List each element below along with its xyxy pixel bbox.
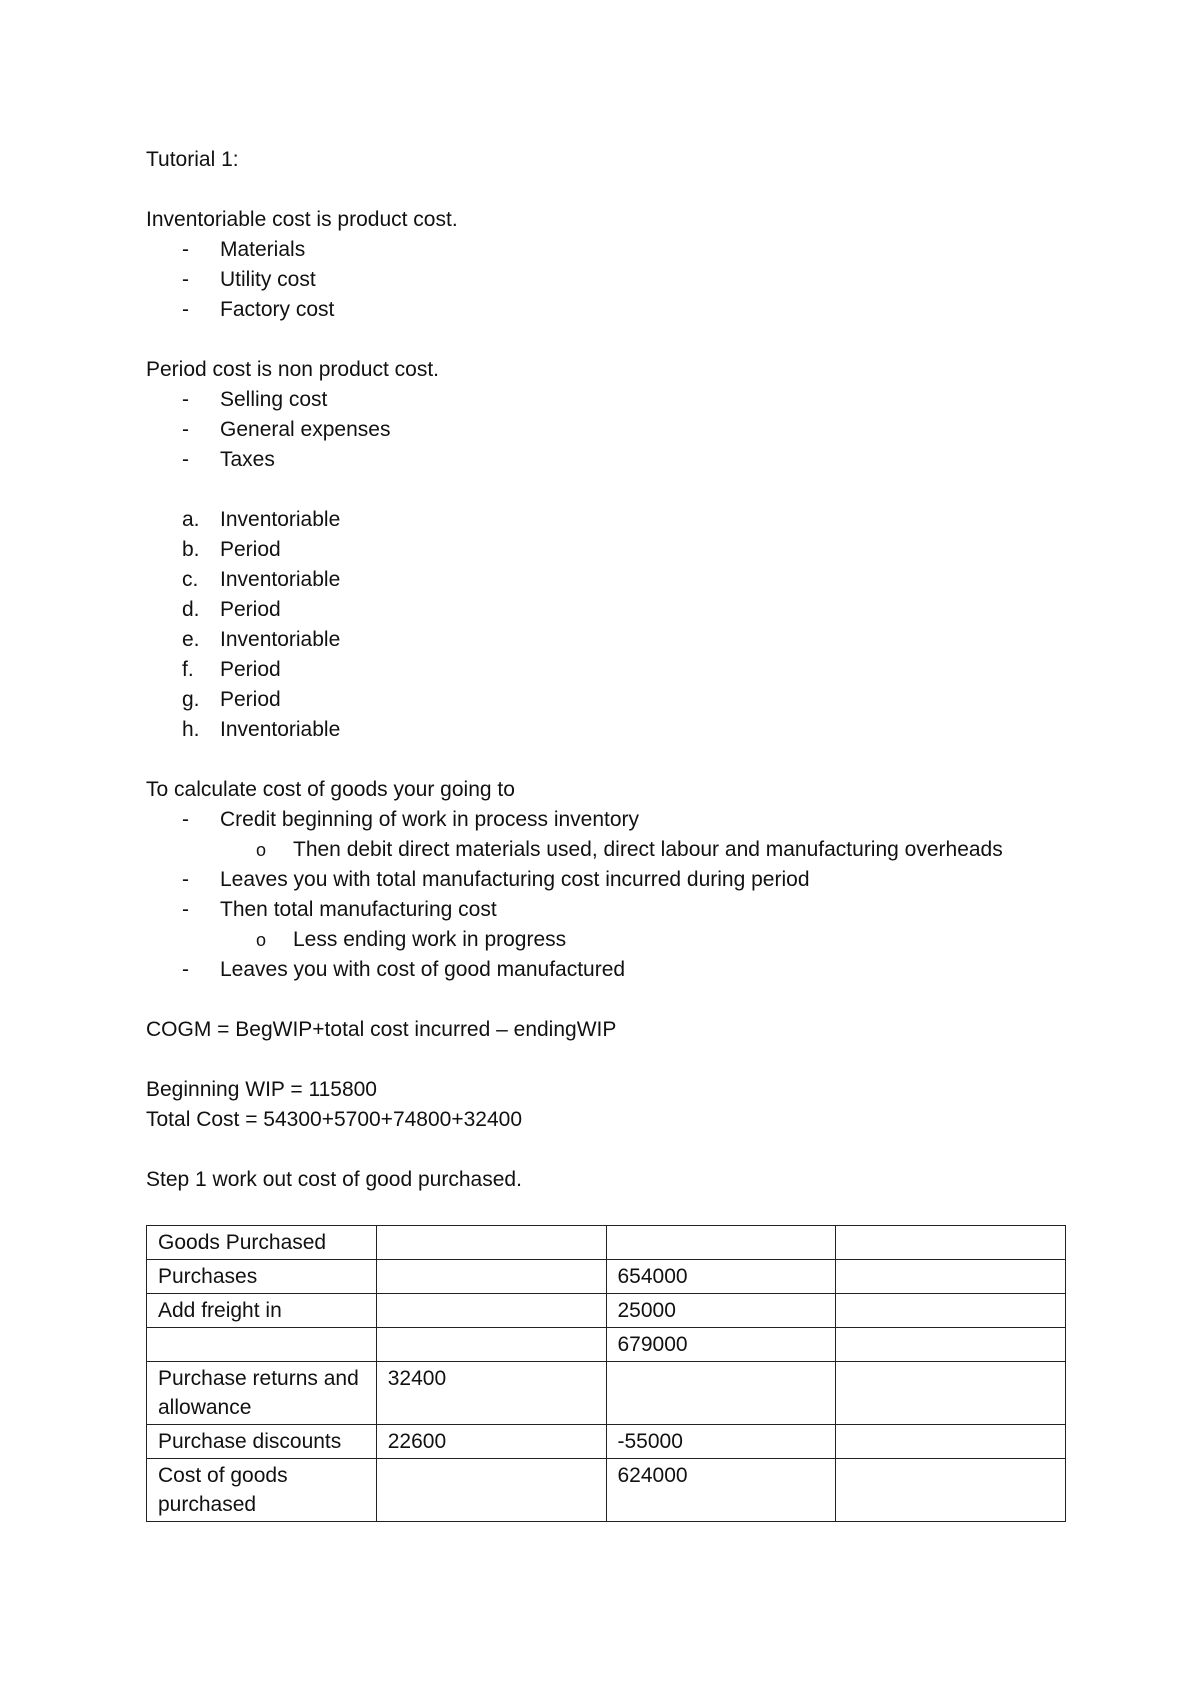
period-list bbox=[146, 385, 1066, 475]
table-row bbox=[147, 1425, 1066, 1459]
sub-list-item: o Then debit direct materials used, direct labour and manufacturing overheads bbox=[256, 838, 1003, 861]
list-item: - Factory cost bbox=[182, 298, 335, 321]
table-row bbox=[147, 1226, 1066, 1260]
table-cell bbox=[836, 1226, 1066, 1260]
table-row bbox=[147, 1260, 1066, 1294]
answers-list bbox=[146, 505, 1066, 745]
table-cell: Cost of goods purchased bbox=[147, 1459, 377, 1522]
table-cell: 654000 bbox=[606, 1260, 836, 1294]
period-heading: Period cost is non product cost. bbox=[146, 358, 439, 381]
table-cell bbox=[836, 1328, 1066, 1362]
table-cell: 679000 bbox=[606, 1328, 836, 1362]
title: Tutorial 1: bbox=[146, 148, 239, 171]
table-cell bbox=[836, 1294, 1066, 1328]
total-cost: Total Cost = 54300+5700+74800+32400 bbox=[146, 1108, 523, 1131]
table-cell: Add freight in bbox=[147, 1294, 377, 1328]
answer-item: c. Inventoriable bbox=[182, 568, 341, 591]
table-cell bbox=[836, 1459, 1066, 1522]
answer-item: d. Period bbox=[182, 598, 281, 621]
answer-item: b. Period bbox=[182, 538, 281, 561]
inventoriable-list bbox=[146, 235, 1066, 325]
beginning-wip: Beginning WIP = 115800 bbox=[146, 1078, 377, 1101]
cogs-heading: To calculate cost of goods your going to bbox=[146, 778, 515, 801]
table-cell: Purchase discounts bbox=[147, 1425, 377, 1459]
list-item: - Leaves you with cost of good manufactured bbox=[182, 958, 626, 981]
cogm-formula: COGM = BegWIP+total cost incurred – endingWIP bbox=[146, 1018, 617, 1041]
goods-purchased-table bbox=[146, 1225, 1066, 1522]
inventoriable-heading: Inventoriable cost is product cost. bbox=[146, 208, 458, 231]
table-row bbox=[147, 1459, 1066, 1522]
list-item: - Selling cost bbox=[182, 388, 328, 411]
table-cell bbox=[606, 1226, 836, 1260]
table-row bbox=[147, 1362, 1066, 1425]
list-item: - Leaves you with total manufacturing cost incurred during period bbox=[182, 868, 810, 891]
table-cell: 624000 bbox=[606, 1459, 836, 1522]
table-cell bbox=[376, 1328, 606, 1362]
table-cell: 25000 bbox=[606, 1294, 836, 1328]
list-item: - Utility cost bbox=[182, 268, 316, 291]
table-cell: 22600 bbox=[376, 1425, 606, 1459]
table-cell bbox=[147, 1328, 377, 1362]
sub-list-item: o Less ending work in progress bbox=[256, 928, 567, 951]
answer-item: g. Period bbox=[182, 688, 281, 711]
list-item: - Taxes bbox=[182, 448, 275, 471]
table-cell: Goods Purchased bbox=[147, 1226, 377, 1260]
table-cell bbox=[376, 1459, 606, 1522]
answer-item: h. Inventoriable bbox=[182, 718, 341, 741]
table-cell bbox=[376, 1260, 606, 1294]
table-cell bbox=[836, 1425, 1066, 1459]
document-body bbox=[146, 145, 1066, 1522]
table-row bbox=[147, 1294, 1066, 1328]
table-cell bbox=[376, 1294, 606, 1328]
list-item: - Then total manufacturing cost bbox=[182, 898, 497, 921]
table-cell: 32400 bbox=[376, 1362, 606, 1425]
cogs-steps-list bbox=[146, 805, 1066, 985]
table-cell: Purchases bbox=[147, 1260, 377, 1294]
table-cell: -55000 bbox=[606, 1425, 836, 1459]
table-cell bbox=[836, 1260, 1066, 1294]
answer-item: f. Period bbox=[182, 658, 281, 681]
list-item: - Credit beginning of work in process inventory bbox=[182, 808, 640, 831]
table-cell bbox=[376, 1226, 606, 1260]
answer-item: a. Inventoriable bbox=[182, 508, 341, 531]
table-row bbox=[147, 1328, 1066, 1362]
step-1-heading: Step 1 work out cost of good purchased. bbox=[146, 1168, 522, 1191]
answer-item: e. Inventoriable bbox=[182, 628, 341, 651]
table-cell: Purchase returns and allowance bbox=[147, 1362, 377, 1425]
table-cell bbox=[836, 1362, 1066, 1425]
list-item: - Materials bbox=[182, 238, 306, 261]
list-item: - General expenses bbox=[182, 418, 391, 441]
table-cell bbox=[606, 1362, 836, 1425]
